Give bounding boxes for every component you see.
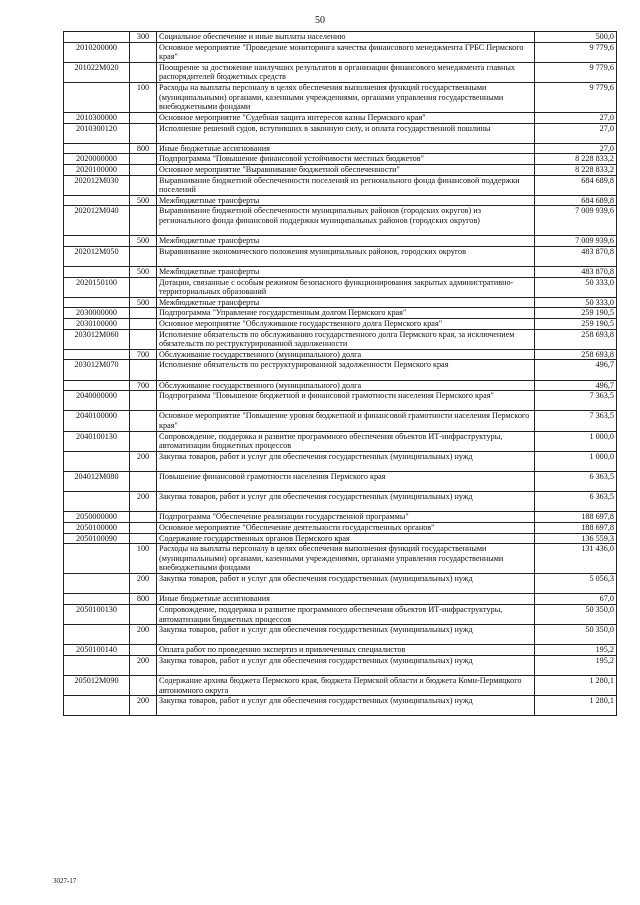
row-expense-type: 200: [130, 696, 157, 716]
row-expense-type: [130, 471, 157, 491]
table-row: [64, 360, 617, 380]
row-expense-type: 500: [130, 236, 157, 247]
table-row: [64, 655, 617, 675]
row-amount: 188 697,8: [535, 522, 617, 533]
table-row: [64, 645, 617, 656]
row-code: 202012М040: [64, 206, 130, 236]
row-expense-type: [130, 676, 157, 696]
row-description: Подпрограмма "Управление государственным долгом Пермского края": [157, 308, 535, 319]
row-expense-type: [130, 319, 157, 330]
row-description: Основное мероприятие "Повышение уровня бюджетной и финансовой грамотности населения Пермского края": [157, 411, 535, 431]
row-amount: 136 559,3: [535, 533, 617, 544]
row-code: [64, 492, 130, 512]
row-description: Содержание государственных органов Пермского края: [157, 533, 535, 544]
row-code: [64, 267, 130, 278]
row-expense-type: [130, 112, 157, 123]
row-amount: 9 779,6: [535, 82, 617, 112]
row-expense-type: [130, 329, 157, 349]
row-amount: 195,2: [535, 645, 617, 656]
row-code: 2040000000: [64, 391, 130, 411]
row-expense-type: [130, 522, 157, 533]
row-expense-type: [130, 431, 157, 451]
row-amount: 8 228 833,2: [535, 154, 617, 165]
table-row: [64, 319, 617, 330]
row-description: Закупка товаров, работ и услуг для обеспечения государственных (муниципальных) нужд: [157, 451, 535, 471]
row-code: 2010300120: [64, 123, 130, 143]
row-amount: 496,7: [535, 360, 617, 380]
row-code: 2050100090: [64, 533, 130, 544]
row-code: [64, 544, 130, 574]
row-code: [64, 195, 130, 206]
row-expense-type: [130, 62, 157, 82]
row-expense-type: [130, 277, 157, 297]
row-amount: 6 363,5: [535, 471, 617, 491]
table-row: [64, 164, 617, 175]
table-row: [64, 522, 617, 533]
row-code: [64, 594, 130, 605]
row-description: Межбюджетные трансферты: [157, 236, 535, 247]
row-amount: 27,0: [535, 112, 617, 123]
row-amount: 1 280,1: [535, 676, 617, 696]
row-description: Межбюджетные трансферты: [157, 297, 535, 308]
row-expense-type: [130, 42, 157, 62]
row-amount: 8 228 833,2: [535, 164, 617, 175]
row-description: Закупка товаров, работ и услуг для обеспечения государственных (муниципальных) нужд: [157, 625, 535, 645]
row-code: [64, 451, 130, 471]
row-description: Исполнение решений судов, вступивших в законную силу, и оплата государственной пошлины: [157, 123, 535, 143]
row-amount: 50 333,0: [535, 277, 617, 297]
row-description: Содержание архива бюджета Пермского края, бюджета Пермской области и бюджета Коми-Пермяцкого автономного округа: [157, 676, 535, 696]
table-row: [64, 625, 617, 645]
row-amount: 684 689,8: [535, 175, 617, 195]
row-amount: 27,0: [535, 143, 617, 154]
row-description: Закупка товаров, работ и услуг для обеспечения государственных (муниципальных) нужд: [157, 655, 535, 675]
row-description: Иные бюджетные ассигнования: [157, 143, 535, 154]
row-amount: 67,0: [535, 594, 617, 605]
row-description: Повышение финансовой грамотности населения Пермского края: [157, 471, 535, 491]
row-expense-type: [130, 206, 157, 236]
row-expense-type: [130, 175, 157, 195]
row-description: Поощрение за достижение наилучших результатов в организации финансового менеджмента главных распорядителей бюджетных средств: [157, 62, 535, 82]
page-number: 50: [315, 15, 325, 26]
row-code: [64, 143, 130, 154]
table-row: [64, 471, 617, 491]
row-expense-type: [130, 154, 157, 165]
row-description: Расходы на выплаты персоналу в целях обеспечения выполнения функций государственными (муниципальными) органами, казенными учреждениями, органами управления государственными внебюджетными фондами: [157, 544, 535, 574]
row-amount: 7 009 939,6: [535, 206, 617, 236]
row-description: Расходы на выплаты персоналу в целях обеспечения выполнения функций государственными (муниципальными) органами, казенными учреждениями, органами управления государственными внебюджетными фондами: [157, 82, 535, 112]
table-row: [64, 676, 617, 696]
row-expense-type: [130, 604, 157, 624]
row-expense-type: 200: [130, 451, 157, 471]
row-code: 2020100000: [64, 164, 130, 175]
table-row: [64, 604, 617, 624]
row-description: Межбюджетные трансферты: [157, 195, 535, 206]
row-description: Основное мероприятие "Обеспечение деятельности государственных органов": [157, 522, 535, 533]
row-expense-type: [130, 360, 157, 380]
table-row: [64, 512, 617, 523]
row-expense-type: [130, 308, 157, 319]
row-expense-type: 200: [130, 492, 157, 512]
row-amount: 7 363,5: [535, 411, 617, 431]
row-description: Выравнивание экономического положения муниципальных районов, городских округов: [157, 246, 535, 266]
table-row: [64, 594, 617, 605]
row-amount: 259 190,5: [535, 308, 617, 319]
row-expense-type: 700: [130, 349, 157, 360]
row-code: [64, 625, 130, 645]
row-amount: 500,0: [535, 32, 617, 43]
row-description: Межбюджетные трансферты: [157, 267, 535, 278]
row-amount: 1 000,0: [535, 431, 617, 451]
row-description: Обслуживание государственного (муниципального) долга: [157, 349, 535, 360]
row-code: 202012М050: [64, 246, 130, 266]
row-code: [64, 655, 130, 675]
row-description: Исполнение обязательств по обслуживанию государственного долга Пермского края, за исключением обязательств по реструктурированной задолженности: [157, 329, 535, 349]
budget-table: [63, 31, 617, 716]
row-code: [64, 574, 130, 594]
row-description: Социальное обеспечение и иные выплаты населению: [157, 32, 535, 43]
table-row: [64, 349, 617, 360]
row-code: [64, 82, 130, 112]
table-row: [64, 574, 617, 594]
row-description: Основное мероприятие "Судебная защита интересов казны Пермского края": [157, 112, 535, 123]
row-amount: 9 779,6: [535, 42, 617, 62]
row-description: Закупка товаров, работ и услуг для обеспечения государственных (муниципальных) нужд: [157, 492, 535, 512]
table-row: [64, 112, 617, 123]
row-expense-type: [130, 512, 157, 523]
row-code: 203012М070: [64, 360, 130, 380]
row-expense-type: 500: [130, 267, 157, 278]
row-code: 2030000000: [64, 308, 130, 319]
table-row: [64, 123, 617, 143]
row-code: 2050100130: [64, 604, 130, 624]
table-row: [64, 32, 617, 43]
table-row: [64, 154, 617, 165]
row-description: Выравнивание бюджетной обеспеченности поселений из регионального фонда финансовой поддержки поселений: [157, 175, 535, 195]
row-description: Исполнение обязательств по реструктурированной задолженности Пермского края: [157, 360, 535, 380]
row-expense-type: [130, 645, 157, 656]
row-description: Основное мероприятие "Обслуживание государственного долга Пермского края": [157, 319, 535, 330]
row-description: Иные бюджетные ассигнования: [157, 594, 535, 605]
row-description: Сопровождение, поддержка и развитие программного обеспечения объектов ИТ-инфраструктуры, автоматизации бюджетных процессов: [157, 604, 535, 624]
table-row: [64, 62, 617, 82]
row-code: [64, 696, 130, 716]
row-description: Основное мероприятие "Проведение мониторинга качества финансового менеджмента ГРБС Пермского края": [157, 42, 535, 62]
row-description: Оплата работ по проведению экспертиз и привлеченных специалистов: [157, 645, 535, 656]
table-row: [64, 82, 617, 112]
table-row: [64, 236, 617, 247]
row-amount: 1 280,1: [535, 696, 617, 716]
row-amount: 259 190,5: [535, 319, 617, 330]
row-amount: 7 363,5: [535, 391, 617, 411]
row-code: 2010200000: [64, 42, 130, 62]
row-description: Основное мероприятие "Выравнивание бюджетной обеспеченности": [157, 164, 535, 175]
row-code: 2020150100: [64, 277, 130, 297]
table-row: [64, 277, 617, 297]
row-description: Подпрограмма "Повышение финансовой устойчивости местных бюджетов": [157, 154, 535, 165]
row-amount: 50 350,0: [535, 625, 617, 645]
row-code: [64, 349, 130, 360]
row-code: 2010300000: [64, 112, 130, 123]
row-code: [64, 236, 130, 247]
row-expense-type: 200: [130, 574, 157, 594]
row-expense-type: 300: [130, 32, 157, 43]
table-row: [64, 451, 617, 471]
row-expense-type: 500: [130, 297, 157, 308]
row-description: Подпрограмма "Обеспечение реализации государственной программы": [157, 512, 535, 523]
row-description: Выравнивание бюджетной обеспеченности муниципальных районов (городских округов) из регионального фонда финансовой поддержки муниципальных районов (городских округов): [157, 206, 535, 236]
row-expense-type: 800: [130, 143, 157, 154]
table-row: [64, 533, 617, 544]
row-expense-type: 200: [130, 625, 157, 645]
row-code: 205012М090: [64, 676, 130, 696]
row-amount: 9 779,6: [535, 62, 617, 82]
row-description: Закупка товаров, работ и услуг для обеспечения государственных (муниципальных) нужд: [157, 696, 535, 716]
table-row: [64, 411, 617, 431]
row-code: 2030100000: [64, 319, 130, 330]
row-amount: 1 000,0: [535, 451, 617, 471]
row-expense-type: [130, 164, 157, 175]
table-row: [64, 195, 617, 206]
row-amount: 27,0: [535, 123, 617, 143]
row-expense-type: 100: [130, 544, 157, 574]
row-amount: 188 697,8: [535, 512, 617, 523]
budget-table-body: [64, 32, 617, 716]
table-row: [64, 175, 617, 195]
table-row: [64, 544, 617, 574]
table-row: [64, 42, 617, 62]
table-row: [64, 492, 617, 512]
row-expense-type: [130, 533, 157, 544]
row-amount: 7 009 939,6: [535, 236, 617, 247]
row-description: Обслуживание государственного (муниципального) долга: [157, 380, 535, 391]
row-code: 204012М080: [64, 471, 130, 491]
row-description: Закупка товаров, работ и услуг для обеспечения государственных (муниципальных) нужд: [157, 574, 535, 594]
row-expense-type: 200: [130, 655, 157, 675]
row-expense-type: 700: [130, 380, 157, 391]
row-amount: 50 333,0: [535, 297, 617, 308]
table-row: [64, 308, 617, 319]
row-code: 2050100000: [64, 522, 130, 533]
row-description: Подпрограмма "Повышение бюджетной и финансовой грамотности населения Пермского края": [157, 391, 535, 411]
row-code: 2020000000: [64, 154, 130, 165]
row-code: [64, 380, 130, 391]
table-row: [64, 431, 617, 451]
row-amount: 131 436,0: [535, 544, 617, 574]
row-code: [64, 32, 130, 43]
row-expense-type: 500: [130, 195, 157, 206]
row-code: 201022М020: [64, 62, 130, 82]
table-row: [64, 143, 617, 154]
row-expense-type: [130, 246, 157, 266]
table-row: [64, 267, 617, 278]
table-row: [64, 329, 617, 349]
row-amount: 496,7: [535, 380, 617, 391]
row-code: 203012М060: [64, 329, 130, 349]
row-description: Сопровождение, поддержка и развитие программного обеспечения объектов ИТ-инфраструктуры, автоматизации бюджетных процессов: [157, 431, 535, 451]
row-expense-type: 800: [130, 594, 157, 605]
row-amount: 684 689,8: [535, 195, 617, 206]
row-code: 2050100140: [64, 645, 130, 656]
table-row: [64, 297, 617, 308]
table-row: [64, 380, 617, 391]
row-expense-type: 100: [130, 82, 157, 112]
row-amount: 5 056,3: [535, 574, 617, 594]
row-code: [64, 297, 130, 308]
table-row: [64, 696, 617, 716]
table-row: [64, 391, 617, 411]
row-code: 202012М030: [64, 175, 130, 195]
row-expense-type: [130, 411, 157, 431]
row-code: 2040100000: [64, 411, 130, 431]
table-row: [64, 246, 617, 266]
row-expense-type: [130, 123, 157, 143]
row-code: 2040100130: [64, 431, 130, 451]
row-amount: 483 870,8: [535, 246, 617, 266]
row-code: 2050000000: [64, 512, 130, 523]
row-amount: 195,2: [535, 655, 617, 675]
row-description: Дотации, связанные с особым режимом безопасного функционирования закрытых административно-территориальных образований: [157, 277, 535, 297]
row-amount: 258 693,8: [535, 349, 617, 360]
row-expense-type: [130, 391, 157, 411]
row-amount: 483 870,8: [535, 267, 617, 278]
table-row: [64, 206, 617, 236]
row-amount: 6 363,5: [535, 492, 617, 512]
row-amount: 50 350,0: [535, 604, 617, 624]
row-amount: 258 693,8: [535, 329, 617, 349]
footer-code: 3027-17: [53, 877, 77, 885]
